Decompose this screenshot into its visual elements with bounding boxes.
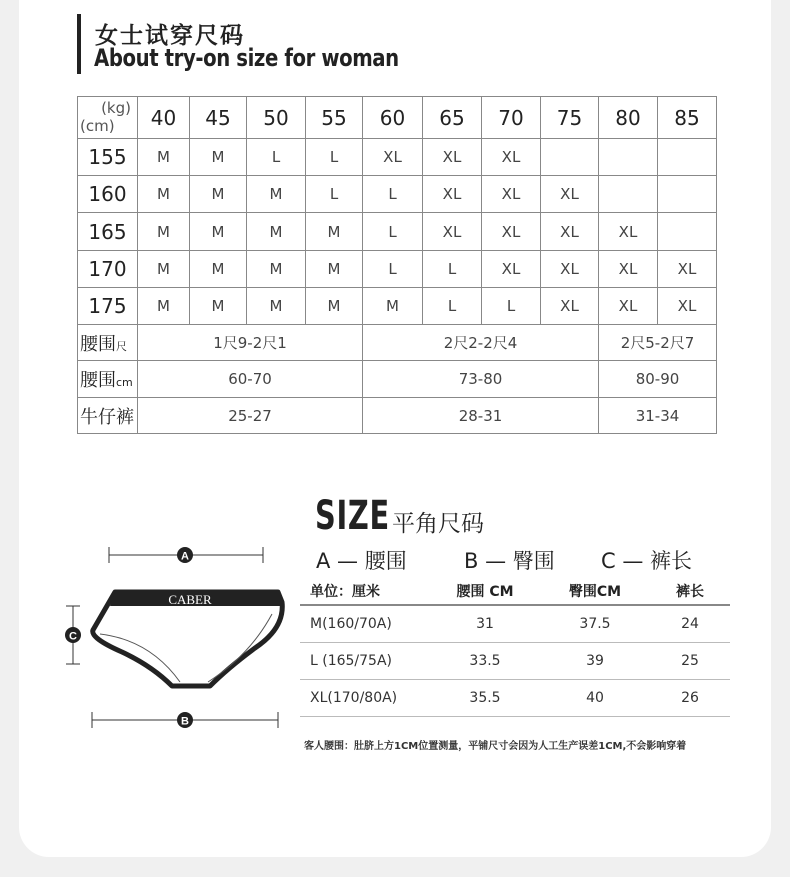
hip-value: 37.5 <box>540 605 650 643</box>
size-cell: M <box>306 251 363 288</box>
weight-header: 75 <box>541 97 599 139</box>
size-cell: XL <box>423 139 482 176</box>
size-cell: XL <box>599 288 658 325</box>
size-cell: L <box>247 139 306 176</box>
height-header: 175 <box>78 288 138 325</box>
size-cell: M <box>190 288 247 325</box>
size-cell: XL <box>482 139 541 176</box>
svg-text:C: C <box>69 630 77 643</box>
title-accent-bar <box>77 14 81 74</box>
size-cell: XL <box>599 213 658 251</box>
legend-b: B — 臀围 <box>464 549 555 573</box>
size-cell: L <box>363 176 423 213</box>
size-cell: M <box>190 176 247 213</box>
column-header: 单位：厘米 <box>300 578 430 605</box>
size-cell: L <box>423 288 482 325</box>
weight-header: 50 <box>247 97 306 139</box>
boxer-size-table <box>300 578 730 717</box>
table-row <box>78 176 717 213</box>
size-cell: L <box>306 176 363 213</box>
size-cell: XL <box>541 288 599 325</box>
legend-a: A — 腰围 <box>316 549 407 573</box>
weight-header: 60 <box>363 97 423 139</box>
height-header: 165 <box>78 213 138 251</box>
size-cell: XL <box>482 176 541 213</box>
jeans-value: 28-31 <box>363 398 599 434</box>
table-row <box>78 213 717 251</box>
weight-header: 70 <box>482 97 541 139</box>
size-cell: M <box>306 288 363 325</box>
waist-value: 35.5 <box>430 680 540 717</box>
size-cell: M <box>363 288 423 325</box>
waist-chi-value: 2尺2-2尺4 <box>363 325 599 361</box>
size-cell: XL <box>599 251 658 288</box>
size-cell: XL <box>541 176 599 213</box>
weight-header: 80 <box>599 97 658 139</box>
height-unit-label: (cm) <box>80 117 115 135</box>
table-row <box>78 288 717 325</box>
title-chinese: 女士试穿尺码 <box>95 23 245 49</box>
height-header: 160 <box>78 176 138 213</box>
corner-cell <box>78 97 138 139</box>
size-cell: L <box>482 288 541 325</box>
length-value: 26 <box>650 680 730 717</box>
size-cell: L <box>306 139 363 176</box>
table-header-row <box>300 578 730 605</box>
size-cell: L <box>363 213 423 251</box>
waist-chi-label: 腰围尺 <box>78 325 138 361</box>
size-cell: XL <box>541 251 599 288</box>
jeans-label: 牛仔裤 <box>78 398 138 434</box>
waist-cm-value: 73-80 <box>363 361 599 398</box>
title-english: About try-on size for woman <box>94 44 399 72</box>
column-header: 裤长 <box>650 578 730 605</box>
size-cell <box>658 176 717 213</box>
size-cell: XL <box>541 213 599 251</box>
table-row <box>300 605 730 643</box>
weight-header: 45 <box>190 97 247 139</box>
size-cell: M <box>138 288 190 325</box>
waist-cm-value: 80-90 <box>599 361 717 398</box>
size-cell: M <box>138 139 190 176</box>
table-row-waist-cm <box>78 361 717 398</box>
waist-value: 31 <box>430 605 540 643</box>
hip-value: 40 <box>540 680 650 717</box>
size-cell: XL <box>482 213 541 251</box>
length-value: 25 <box>650 643 730 680</box>
size-label: XL(170/80A) <box>300 680 430 717</box>
size-recommendation-table <box>77 96 717 434</box>
waist-cm-value: 60-70 <box>138 361 363 398</box>
brief-diagram <box>60 540 290 740</box>
waist-cm-label: 腰围cm <box>78 361 138 398</box>
size-cell: M <box>247 213 306 251</box>
svg-text:A: A <box>181 550 189 563</box>
table-row <box>78 139 717 176</box>
size-heading-cn: 平角尺码 <box>392 511 484 537</box>
jeans-value: 31-34 <box>599 398 717 434</box>
waist-chi-value: 2尺5-2尺7 <box>599 325 717 361</box>
table-row <box>300 680 730 717</box>
size-cell: XL <box>658 288 717 325</box>
size-cell: M <box>247 251 306 288</box>
size-cell: M <box>247 176 306 213</box>
measurement-note: 客人腰围：肚脐上方1CM位置测量，平铺尺寸会因为人工生产误差1CM,不会影响穿着 <box>304 741 687 752</box>
size-cell: XL <box>658 251 717 288</box>
weight-header: 40 <box>138 97 190 139</box>
table-row <box>78 251 717 288</box>
size-cell: L <box>423 251 482 288</box>
svg-text:B: B <box>181 715 189 728</box>
brand-label: CABER <box>168 592 212 607</box>
size-cell: XL <box>363 139 423 176</box>
weight-header: 55 <box>306 97 363 139</box>
height-header: 170 <box>78 251 138 288</box>
size-cell: M <box>190 139 247 176</box>
table-row <box>300 643 730 680</box>
size-cell <box>658 139 717 176</box>
size-label: M(160/70A) <box>300 605 430 643</box>
size-cell: M <box>190 251 247 288</box>
size-cell: M <box>247 288 306 325</box>
size-cell: M <box>138 176 190 213</box>
weight-header: 85 <box>658 97 717 139</box>
size-cell <box>599 176 658 213</box>
size-heading: SIZE <box>315 493 390 539</box>
table-row-waist-chi <box>78 325 717 361</box>
length-value: 24 <box>650 605 730 643</box>
weight-unit-label: (kg) <box>101 99 131 117</box>
waist-value: 33.5 <box>430 643 540 680</box>
size-cell: M <box>138 251 190 288</box>
jeans-value: 25-27 <box>138 398 363 434</box>
column-header: 臀围CM <box>540 578 650 605</box>
weight-header: 65 <box>423 97 482 139</box>
table-row-jeans <box>78 398 717 434</box>
column-header: 腰围 CM <box>430 578 540 605</box>
height-header: 155 <box>78 139 138 176</box>
hip-value: 39 <box>540 643 650 680</box>
waist-chi-value: 1尺9-2尺1 <box>138 325 363 361</box>
size-cell: XL <box>423 213 482 251</box>
size-cell <box>541 139 599 176</box>
legend-c: C — 裤长 <box>601 549 693 573</box>
size-cell: XL <box>482 251 541 288</box>
size-cell <box>599 139 658 176</box>
size-cell: XL <box>423 176 482 213</box>
size-cell: L <box>363 251 423 288</box>
size-cell: M <box>306 213 363 251</box>
size-cell: M <box>190 213 247 251</box>
size-label: L (165/75A) <box>300 643 430 680</box>
size-cell <box>658 213 717 251</box>
size-cell: M <box>138 213 190 251</box>
